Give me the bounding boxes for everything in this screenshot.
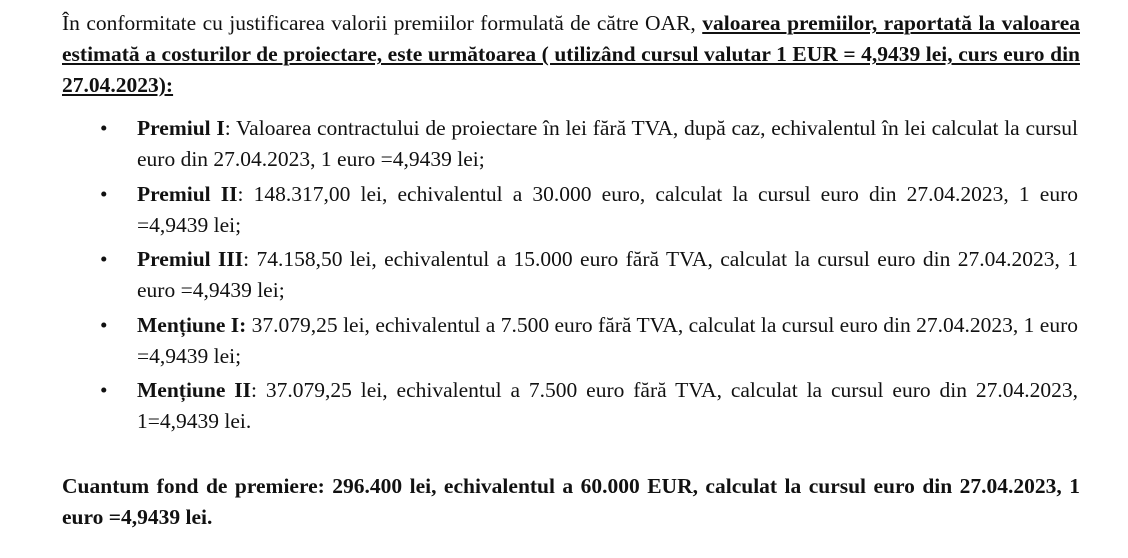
prize-term: Premiul II <box>137 181 238 206</box>
prize-description: : 148.317,00 lei, echivalentul a 30.000 euro, calculat la cursul euro din 27.04.2023, 1 euro =4,9439 lei; <box>137 181 1078 237</box>
prize-list <box>0 113 1128 441</box>
prize-description: : Valoarea contractului de proiectare în lei fără TVA, după caz, echivalentul în lei calculat la cursul euro din 27.04.2023, 1 euro =4,9439 lei; <box>137 116 1078 171</box>
prize-item-mentiune-2 <box>0 375 1128 441</box>
prize-term: Premiul III <box>137 247 244 271</box>
prize-text <box>137 310 1078 372</box>
prize-term: Mențiune II <box>137 378 252 402</box>
prize-item-mentiune-1 <box>0 310 1128 376</box>
prize-item-premiul-1 <box>0 113 1128 179</box>
prize-term: Mențiune I: <box>137 312 247 337</box>
intro-paragraph <box>62 8 1080 101</box>
bullet-icon: • <box>100 378 108 402</box>
intro-plain-text: În conformitate cu justificarea valorii premiilor formulată de către OAR, <box>62 11 703 35</box>
prize-text <box>137 179 1078 241</box>
bullet-icon: • <box>100 116 108 140</box>
intro-emphasis-text: valoarea premiilor, raportată la valoarea estimată a costurilor de proiectare, este următoarea ( utilizând cursul valutar 1 EUR = 4,9439 lei, curs euro din 27.04.2023): <box>62 11 1080 97</box>
prize-item-premiul-3 <box>0 244 1128 310</box>
prize-description: : 74.158,50 lei, echivalentul a 15.000 euro fără TVA, calculat la cursul euro din 27.04.2023, 1 euro =4,9439 lei; <box>137 247 1078 302</box>
prize-term: Premiul I <box>137 116 225 140</box>
prize-description: 37.079,25 lei, echivalentul a 7.500 euro fără TVA, calculat la cursul euro din 27.04.2023, 1 euro =4,9439 lei; <box>137 312 1078 368</box>
bullet-icon: • <box>100 312 108 337</box>
prize-text <box>137 244 1078 306</box>
prize-description: : 37.079,25 lei, echivalentul a 7.500 euro fără TVA, calculat la cursul euro din 27.04.2023, 1=4,9439 lei. <box>137 378 1078 433</box>
bullet-icon: • <box>100 181 108 206</box>
prize-text <box>137 113 1078 175</box>
prize-text <box>137 375 1078 437</box>
fund-total-paragraph: Cuantum fond de premiere: 296.400 lei, echivalentul a 60.000 EUR, calculat la cursul euro din 27.04.2023, 1 euro =4,9439 lei. <box>62 474 1080 529</box>
prize-item-premiul-2 <box>0 179 1128 245</box>
bullet-icon: • <box>100 247 108 271</box>
